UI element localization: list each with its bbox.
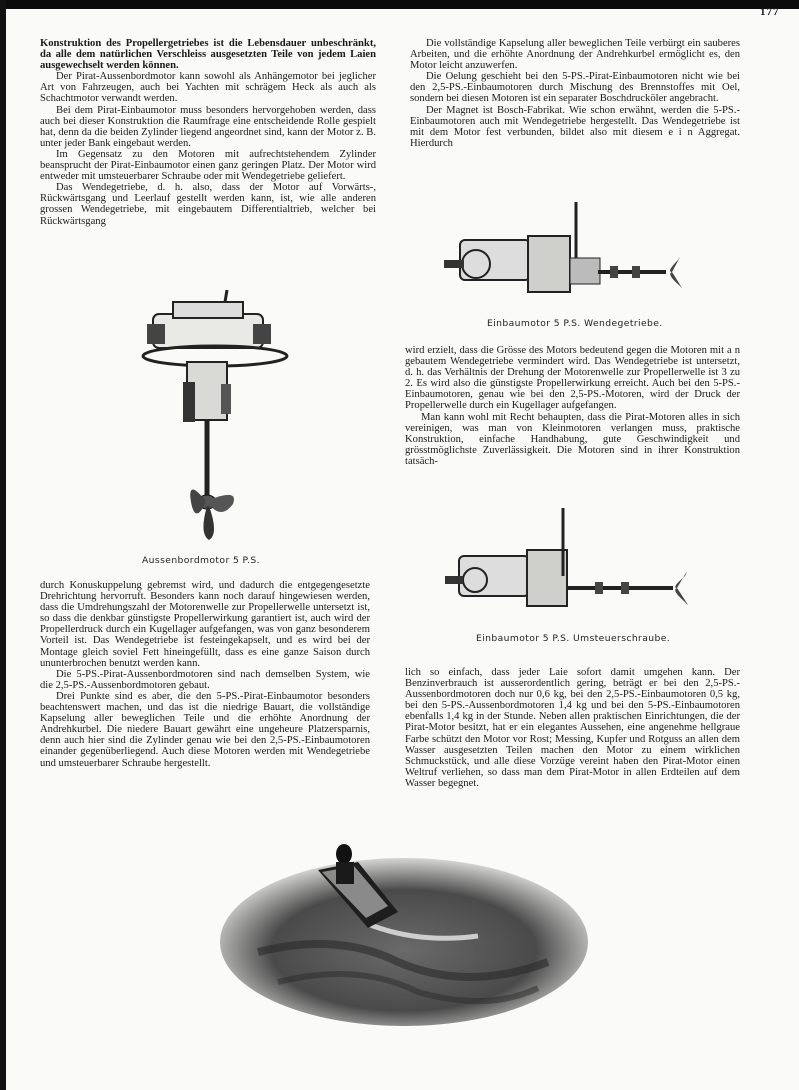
- paragraph: Die vollständige Kapselung aller beweglichen Teile verbürgt ein sauberes Arbeiten, und die erhöhte Anordnung der Andrehkurbel ermöglicht es, den Motor leicht anzuwerfen.: [410, 38, 740, 72]
- page-number: 177: [760, 6, 780, 18]
- right-column-bottom: [405, 667, 740, 789]
- paragraph: Bei dem Pirat-Einbaumotor muss besonders hervorgehoben werden, dass auch bei dieser Konstruktion die Raumfrage eine entscheidende Rolle gespielt hat, denn da die beiden Zylinder liegend angeordnet sind, kann der Motor z. B. unter jeder Bank eingebaut werden.: [40, 104, 376, 149]
- paragraph: [40, 38, 376, 71]
- caption-inboard-reversible-screw: Einbaumotor 5 P.S. Umsteuerschraube.: [476, 633, 671, 644]
- paragraph: Die Oelung geschieht bei den 5-PS.-Pirat-Einbaumotoren nicht wie bei den 2,5-PS.-Einbaumotoren durch Mischung des Brennstoffes mit Oel, sondern bei diesen Motoren ist ein separater Boschdrucköler angebracht.: [410, 71, 740, 105]
- paragraph: Im Gegensatz zu den Motoren mit aufrechtstehendem Zylinder beansprucht der Pirat-Einbaumotor einen ganz geringen Platz. Der Motor wird entweder mit umsteuerbarer Schraube oder mit Wendegetriebe geliefert.: [40, 148, 376, 183]
- left-column-top: [40, 38, 376, 227]
- caption-outboard: Aussenbordmotor 5 P.S.: [142, 555, 260, 566]
- right-column-top: [410, 38, 740, 149]
- paragraph: lich so einfach, dass jeder Laie sofort damit umgehen kann. Der Benzinverbrauch ist ausserordentlich gering, beträgt er bei den 2,5-PS.-Aussenbordmotoren doch nur 0,6 kg, bei den 2,5-PS.-Einbaumotoren 0,5 kg, bei den 5-PS.-Aussenbordmotoren 1,4 kg und bei den 5-PS.-Einbaumotoren ebenfalls 1,4 kg in der Stunde. Neben allen praktischen Einrichtungen, die der Pirat-Motor besitzt, hat er ein elegantes Aussehen, eine angenehme hellgraue Farbe schützt den Motor vor Rost; Messing, Kupfer und Rotguss an allen dem Wasser ausgesetzten Teilen machen den Motor zu einem wirklichen Schmuckstück, und alle diese Vorzüge vereint haben den Pirat-Motor einen Weltruf verliehen, so dass man dem Pirat-Motor in allen Erdteilen auf dem Wasser begegnet.: [405, 667, 740, 789]
- paragraph: Der Pirat-Aussenbordmotor kann sowohl als Anhängemotor bei jeglicher Art von Fahrzeugen, auch bei Yachten mit schrägem Heck als auch als Schachtmotor verwandt werden.: [40, 71, 376, 105]
- paragraph: durch Konuskuppelung gebremst wird, und dadurch die entgegengesetzte Drehrichtung hervorruft. Besonders kann noch darauf hingewiesen werden, dass die Umdrehungszahl der Motorenwelle zur Propellerwelle untersetzt ist, so dass die denkbar günstigste Propellerwirkung garantiert ist, auch wird der Propellerdruck durch ein Kugellager aufgefangen, was von ganz besonderem Vorteil ist. Das Wendegetriebe ist festeingekapselt, und es wird bei der Montage gleich soviel Fett hineingefüllt, dass es eine ganze Saison durch ununterbrochen benutzt werden kann.: [40, 580, 370, 669]
- paragraph: Das Wendegetriebe, d. h. also, dass der Motor auf Vorwärts-, Rückwärtsgang und Leerlauf gestellt werden kann, ist, wie alle anderen grossen Wendegetriebe, mit eingebautem Differentialtrieb, welcher bei Rückwärtsgang: [40, 182, 376, 227]
- right-column-middle: [405, 345, 740, 467]
- inboard-motor-reversible-screw-illustration: [445, 506, 695, 624]
- paragraph: Die 5-PS.-Pirat-Aussenbordmotoren sind nach demselben System, wie die 2,5-PS.-Aussenbordmotoren gebaut.: [40, 668, 370, 691]
- paragraph: Drei Punkte sind es aber, die den 5-PS.-Pirat-Einbaumotor besonders beachtenswert machen, und das ist die niedrige Bauart, die vollständige Kapselung aller beweglichen Teile und die erhöhte Anordnung der Andrehkurbel. Die niedere Bauart gewährt eine ungeheure Platzersparnis, denn auch hier sind die Zylinder genau wie bei den 2,5-PS.-Einbaumotoren einander gegenüberliegend. Auch diese Motoren werden mit Wendegetriebe und umsteuerbarer Schraube hergestellt.: [40, 690, 370, 769]
- motorboat-photo: [218, 832, 590, 1028]
- bold-lead: Konstruktion des Propellergetriebes ist die Lebensdauer unbeschränkt, da alle dem natürlichen Verschleiss ausgesetzten Teile von jedem Laien ausgewechselt werden können.: [40, 38, 376, 72]
- inboard-motor-reverse-gear-illustration: [440, 200, 690, 312]
- outboard-motor-illustration: [135, 288, 290, 548]
- paragraph: wird erzielt, dass die Grösse des Motors bedeutend gegen die Motoren mit a n gebautem Wendegetriebe vermindert wird. Das Wendegetriebe ist untersetzt, d. h. das Verhältnis der Drehung der Motorenwelle zur Propellerwelle ist 3 zu 2. Es wird also die günstigste Propellerwirkung erreicht. Auch bei den 5-PS.-Einbaumotoren, genau wie bei den 2,5-PS.-Motoren, wird der Druck der Propellerwelle durch ein Kugellager aufgefangen.: [405, 345, 740, 412]
- top-border: [0, 0, 799, 9]
- left-column-bottom: [40, 580, 370, 769]
- paragraph: Man kann wohl mit Recht behaupten, dass die Pirat-Motoren alles in sich vereinigen, was man von Kleinmotoren verlangen muss, praktische Konstruktion, einfache Handhabung, gute Geschwindigkeit und grösstmöglichste Zuverlässigkeit. Die Motoren sind in ihrer Konstruktion tatsäch-: [405, 411, 740, 467]
- caption-inboard-reverse-gear: Einbaumotor 5 P.S. Wendegetriebe.: [487, 318, 663, 329]
- left-edge-shadow: [0, 0, 6, 1090]
- paragraph: Der Magnet ist Bosch-Fabrikat. Wie schon erwähnt, werden die 5-PS.-Einbaumotoren auch mit Wendegetriebe hergestellt. Das Wendegetriebe ist mit dem Motor fest verbunden, bildet also mit diesem e i n Aggregat. Hierdurch: [410, 104, 740, 149]
